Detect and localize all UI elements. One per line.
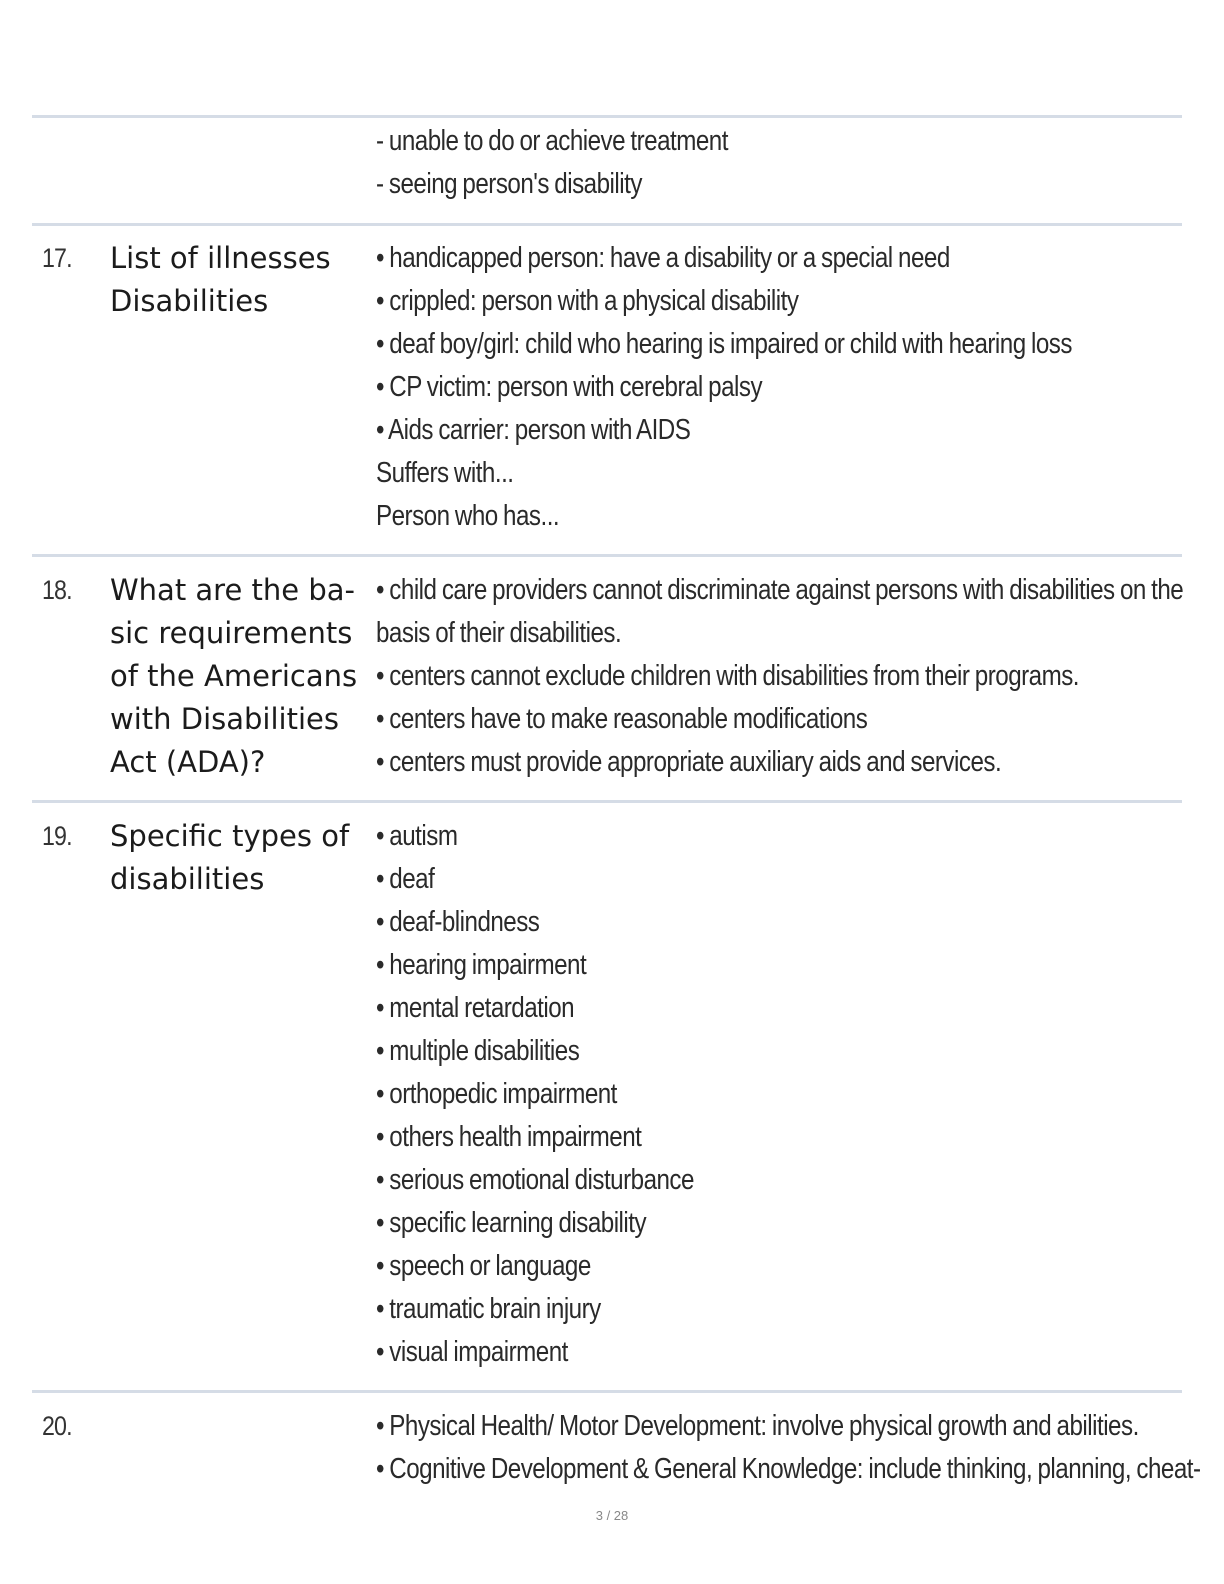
term-line: with Disabilities <box>110 702 339 736</box>
term-line: disabilities <box>110 862 265 896</box>
definition-line: • deaf-blindness <box>376 906 540 938</box>
definition-line: - seeing person's disability <box>376 168 642 200</box>
card-definition <box>376 237 1165 538</box>
card-definition <box>376 1405 1201 1491</box>
term-line: Disabilities <box>110 284 269 318</box>
card-term <box>110 237 372 323</box>
divider <box>32 1390 1182 1393</box>
divider <box>32 223 1182 226</box>
definition-line: • centers cannot exclude children with disabilities from their programs. <box>376 660 1080 692</box>
definition-line: • centers must provide appropriate auxiliary aids and services. <box>376 746 1002 778</box>
definition-line: • speech or language <box>376 1250 591 1282</box>
definition-line: • crippled: person with a physical disability <box>376 285 799 317</box>
definition-line: • mental retardation <box>376 992 575 1024</box>
definition-line: Person who has... <box>376 500 560 532</box>
definition-line: • multiple disabilities <box>376 1035 580 1067</box>
term-line: List of illnesses <box>110 241 331 275</box>
definition-line: • CP victim: person with cerebral palsy <box>376 371 763 403</box>
term-line: sic requirements <box>110 616 353 650</box>
card-definition <box>376 815 1165 1374</box>
definition-line: • Cognitive Development & General Knowledge: include thinking, planning, cheat- <box>376 1453 1201 1485</box>
definition-line: • traumatic brain injury <box>376 1293 601 1325</box>
term-line: Act (ADA)? <box>110 745 266 779</box>
card-definition <box>376 569 1184 784</box>
definition-line: • child care providers cannot discriminate against persons with disabilities on the <box>376 574 1184 606</box>
definition-line: • hearing impairment <box>376 949 587 981</box>
card-definition <box>376 120 1165 206</box>
definition-line: • deaf boy/girl: child who hearing is impaired or child with hearing loss <box>376 328 1072 360</box>
definition-line: • Physical Health/ Motor Development: involve physical growth and abilities. <box>376 1410 1139 1442</box>
definition-line: • visual impairment <box>376 1336 568 1368</box>
definition-line: • handicapped person: have a disability or a special need <box>376 242 950 274</box>
page-indicator: 3 / 28 <box>595 1508 629 1523</box>
term-line: of the Americans <box>110 659 358 693</box>
divider <box>32 115 1182 118</box>
definition-line: - unable to do or achieve treatment <box>376 125 728 157</box>
divider <box>32 554 1182 557</box>
definition-line: • deaf <box>376 863 435 895</box>
definition-line: basis of their disabilities. <box>376 617 622 649</box>
term-line: Specific types of <box>110 819 350 853</box>
card-term <box>110 569 372 784</box>
card-number: 18. <box>42 575 72 605</box>
definition-line: • centers have to make reasonable modifications <box>376 703 868 735</box>
card-term <box>110 815 372 901</box>
card-number: 19. <box>42 821 72 851</box>
card-number: 17. <box>42 243 72 273</box>
definition-line: • others health impairment <box>376 1121 642 1153</box>
card-number: 20. <box>42 1411 72 1441</box>
definition-line: • Aids carrier: person with AIDS <box>376 414 691 446</box>
divider <box>32 800 1182 803</box>
definition-line: • specific learning disability <box>376 1207 647 1239</box>
definition-line: • autism <box>376 820 458 852</box>
term-line: What are the ba- <box>110 573 355 607</box>
definition-line: Suffers with... <box>376 457 514 489</box>
definition-line: • orthopedic impairment <box>376 1078 617 1110</box>
definition-line: • serious emotional disturbance <box>376 1164 694 1196</box>
